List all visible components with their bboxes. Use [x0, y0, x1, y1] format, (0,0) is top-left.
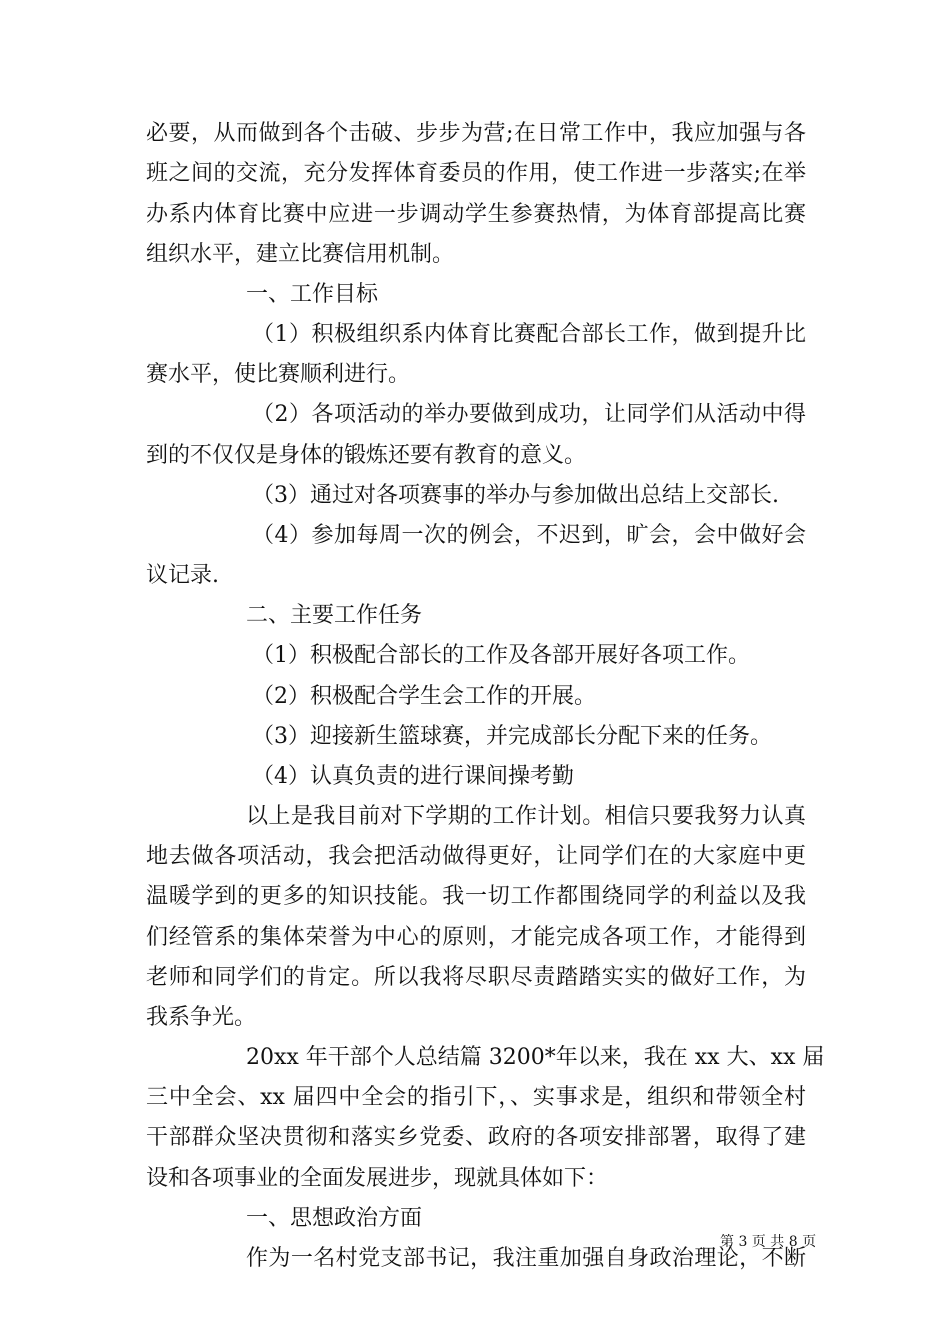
paragraph-line: 们经管系的集体荣誉为中心的原则，才能完成各项工作，才能得到 — [146, 925, 806, 950]
paragraph-line: 设和各项事业的全面发展进步，现就具体如下： — [146, 1166, 609, 1191]
paragraph-line: 以上是我目前对下学期的工作计划。相信只要我努力认真 — [246, 804, 806, 829]
section-heading: 一、思想政治方面 — [246, 1206, 423, 1231]
paragraph-line: 班之间的交流，充分发挥体育委员的作用，使工作进一步落实;在举 — [146, 161, 806, 186]
paragraph-line: 组织水平，建立比赛信用机制。 — [146, 242, 455, 267]
paragraph-line: 作为一名村党支部书记，我注重加强自身政治理论，不断 — [246, 1246, 806, 1271]
page-number: 第 3 页 共 8 页 — [720, 1234, 817, 1250]
paragraph-line: （2）各项活动的举办要做到成功，让同学们从活动中得 — [252, 402, 806, 427]
paragraph-line: 我系争光。 — [146, 1005, 257, 1030]
paragraph-line: 老师和同学们的肯定。所以我将尽职尽责踏踏实实的做好工作，为 — [146, 965, 806, 990]
paragraph-line: （4）参加每周一次的例会，不迟到，旷会，会中做好会 — [252, 523, 806, 548]
section-heading: 二、主要工作任务 — [246, 603, 423, 628]
paragraph-line: 干部群众坚决贯彻和落实乡党委、政府的各项安排部署，取得了建 — [146, 1125, 806, 1150]
paragraph-line: 到的不仅仅是身体的锻炼还要有教育的意义。 — [146, 443, 587, 468]
paragraph-line: 办系内体育比赛中应进一步调动学生参赛热情，为体育部提高比赛 — [146, 202, 806, 227]
section-heading: 一、工作目标 — [246, 282, 379, 307]
list-item: （1）积极配合部长的工作及各部开展好各项工作。 — [252, 643, 750, 668]
paragraph-line: 议记录. — [146, 563, 219, 588]
list-item: （3）迎接新生篮球赛，并完成部长分配下来的任务。 — [252, 724, 772, 749]
list-item: （2）积极配合学生会工作的开展。 — [252, 684, 596, 709]
paragraph-line: （3）通过对各项赛事的举办与参加做出总结上交部长. — [252, 483, 779, 508]
paragraph-line: 地去做各项活动，我会把活动做得更好，让同学们在的大家庭中更 — [146, 844, 806, 869]
paragraph-line: 必要，从而做到各个击破、步步为营;在日常工作中，我应加强与各 — [146, 121, 806, 146]
paragraph-line: 温暖学到的更多的知识技能。我一切工作都围绕同学的利益以及我 — [146, 884, 806, 909]
paragraph-line: 20xx 年干部个人总结篇 3200*年以来，我在 xx 大、xx 届 — [246, 1045, 825, 1070]
list-item: （4）认真负责的进行课间操考勤 — [252, 764, 574, 789]
paragraph-line: 赛水平，使比赛顺利进行。 — [146, 362, 411, 387]
paragraph-line: 三中全会、xx 届四中全会的指引下，、实事求是，组织和带领全村 — [146, 1085, 806, 1110]
paragraph-line: （1）积极组织系内体育比赛配合部长工作，做到提升比 — [252, 322, 806, 347]
